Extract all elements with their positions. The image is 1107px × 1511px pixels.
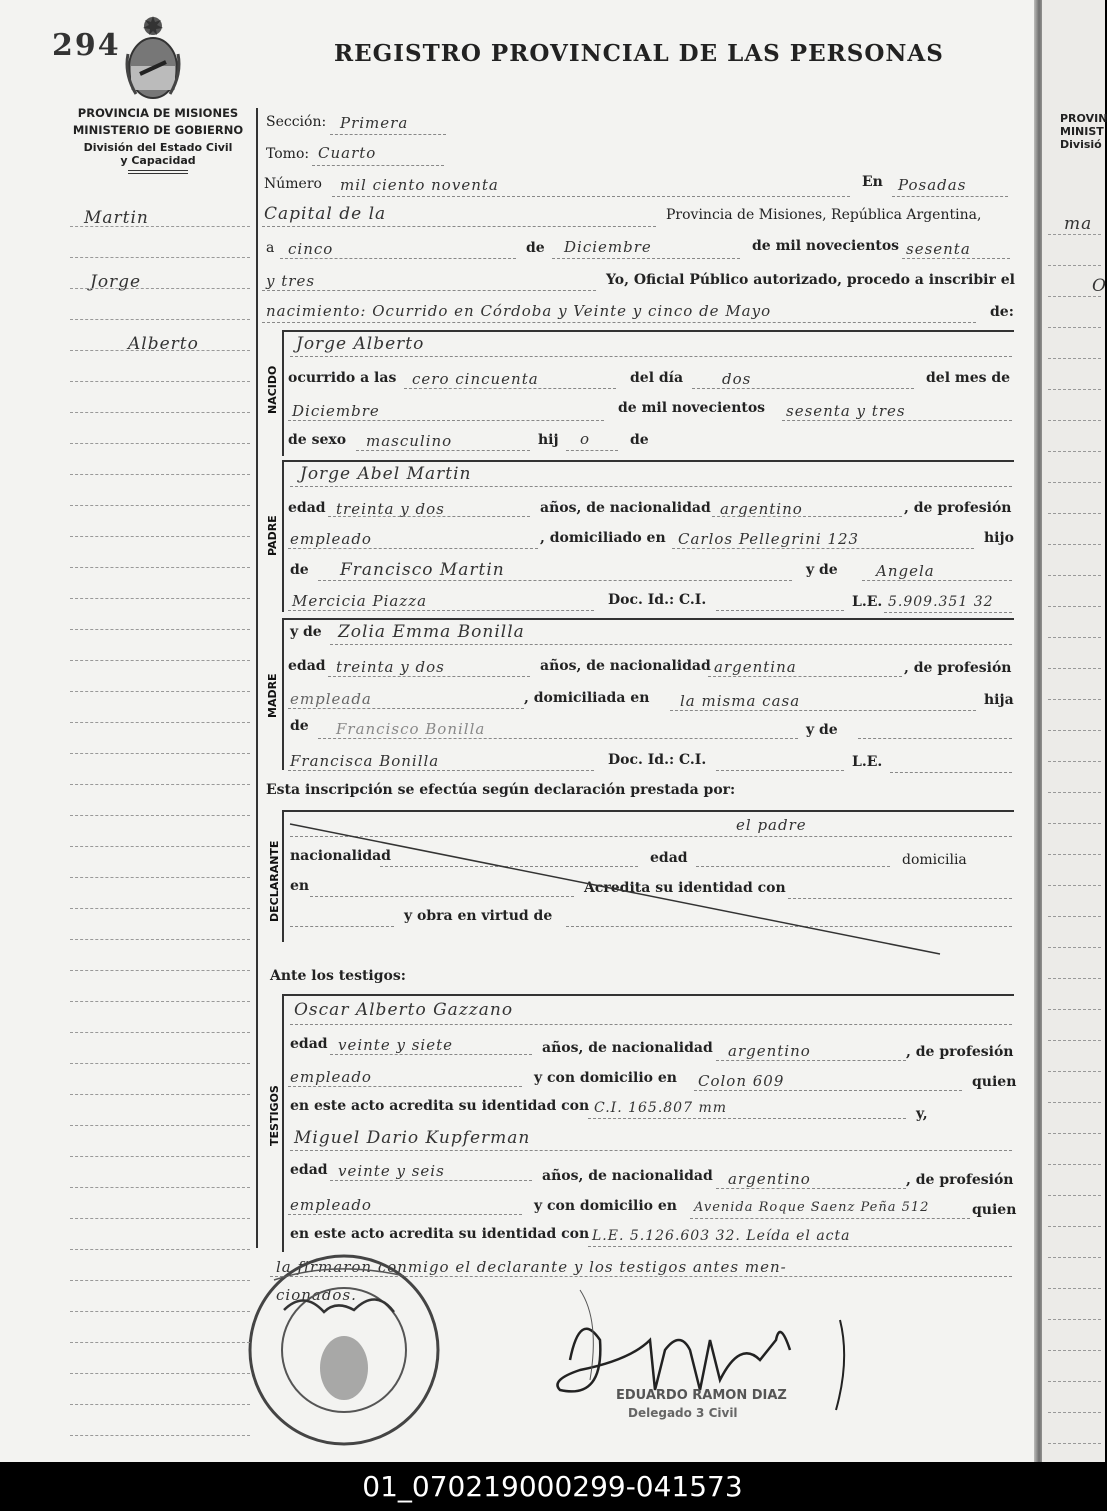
next-page-ruled-line bbox=[1048, 885, 1101, 886]
next-page-ruled-line bbox=[1048, 1133, 1101, 1134]
next-page-ruled-line bbox=[1048, 1040, 1101, 1041]
t2-quien-label: quien bbox=[972, 1202, 1017, 1218]
ministry-line-3: División del Estado Civil bbox=[83, 141, 233, 154]
hij-value: o bbox=[580, 430, 591, 448]
nacido-mes-value: Diciembre bbox=[292, 402, 380, 420]
margin-ruled-line bbox=[70, 1001, 250, 1002]
nacido-label: NACIDO bbox=[266, 365, 279, 414]
next-page-ruled-line bbox=[1048, 1102, 1101, 1103]
next-page-ruled-line bbox=[1048, 420, 1101, 421]
next-page-ruled-line bbox=[1048, 761, 1101, 762]
testigo-2-name: Miguel Dario Kupferman bbox=[294, 1128, 531, 1148]
en-label: En bbox=[862, 174, 883, 190]
next-page-ruled-line bbox=[1048, 699, 1101, 700]
next-page-ruled-line bbox=[1048, 451, 1101, 452]
padre-de-label: de bbox=[290, 562, 309, 578]
t1-domicilio-label: y con domicilio en bbox=[534, 1070, 677, 1086]
margin-ruled-line bbox=[70, 443, 250, 444]
sexo-label: de sexo bbox=[288, 432, 347, 448]
margin-ruled-line bbox=[70, 257, 250, 258]
t1-nacionalidad-value: argentino bbox=[728, 1042, 811, 1060]
margin-ruled-line bbox=[70, 722, 250, 723]
margin-ruled-line bbox=[70, 567, 250, 568]
next-page-ruled-line bbox=[1048, 792, 1101, 793]
madre-label: MADRE bbox=[266, 673, 279, 718]
del-dia-label: del día bbox=[630, 370, 684, 386]
margin-ruled-line bbox=[70, 753, 250, 754]
oficial-text: Yo, Oficial Público autorizado, procedo a inscribir el bbox=[606, 272, 1015, 288]
next-page-ruled-line bbox=[1048, 1443, 1101, 1444]
madre-de-label: de bbox=[290, 718, 309, 734]
ministry-block bbox=[66, 106, 250, 174]
next-page-ruled-line bbox=[1048, 234, 1101, 235]
declarante-intro: Esta inscripción se efectúa según declaración prestada por: bbox=[266, 782, 736, 798]
next-page-ruled-line bbox=[1048, 1164, 1101, 1165]
next-page-ruled-line bbox=[1048, 1288, 1101, 1289]
madre-domicilio-value: la misma casa bbox=[680, 692, 801, 710]
t1-edad-label: edad bbox=[290, 1036, 328, 1052]
margin-ruled-line bbox=[70, 536, 250, 537]
margin-ruled-line bbox=[70, 784, 250, 785]
padre-domiciliado-label: , domiciliado en bbox=[540, 530, 666, 546]
t1-quien-label: quien bbox=[972, 1074, 1017, 1090]
next-page-ruled-line bbox=[1048, 389, 1101, 390]
t2-edad-value: veinte y seis bbox=[338, 1162, 445, 1180]
madre-anios-label: años, de nacionalidad bbox=[540, 658, 711, 674]
margin-ruled-line bbox=[70, 815, 250, 816]
t1-y-label: y, bbox=[916, 1106, 928, 1122]
t1-edad-value: veinte y siete bbox=[338, 1036, 454, 1054]
next-page-ruled-line bbox=[1048, 730, 1101, 731]
margin-divider bbox=[256, 108, 258, 1248]
next-page-ruled-line bbox=[1048, 296, 1101, 297]
next-page-ruled-line bbox=[1048, 1226, 1101, 1227]
next-page-ruled-line bbox=[1048, 482, 1101, 483]
provincia-text: Provincia de Misiones, República Argentina, bbox=[666, 207, 982, 223]
closing-text: la firmaron conmigo el declarante y los testigos antes men- bbox=[276, 1258, 787, 1276]
next-page-first: O bbox=[1092, 276, 1107, 296]
padre-profesion-label: , de profesión bbox=[904, 500, 1012, 516]
madre-nacionalidad-value: argentina bbox=[714, 658, 797, 676]
next-page-ruled-line bbox=[1048, 575, 1101, 576]
next-page-ministry: PROVIN MINIST Divisió bbox=[1060, 112, 1107, 151]
testigos-intro: Ante los testigos: bbox=[270, 968, 406, 984]
hora-value: cero cincuenta bbox=[412, 370, 539, 388]
next-page-ruled-line bbox=[1048, 1009, 1101, 1010]
ministry-line-4: y Capacidad bbox=[120, 154, 196, 167]
declarante-domicilia-label: domicilia bbox=[902, 852, 967, 868]
declarante-label: DECLARANTE bbox=[268, 840, 281, 922]
coat-of-arms-icon bbox=[122, 14, 184, 100]
madre-domiciliada-label: , domiciliada en bbox=[524, 690, 650, 706]
t2-anios-label: años, de nacionalidad bbox=[542, 1168, 713, 1184]
sexo-value: masculino bbox=[366, 432, 453, 450]
a-label: a bbox=[266, 240, 275, 256]
margin-second-name: Alberto bbox=[128, 334, 199, 354]
next-page-ruled-line bbox=[1048, 544, 1101, 545]
margin-ruled-line bbox=[70, 1218, 250, 1219]
margin-ruled-line bbox=[70, 1342, 250, 1343]
madre-le-label: L.E. bbox=[852, 754, 883, 770]
closing-text-2: cionados. bbox=[276, 1286, 357, 1304]
declarante-nacionalidad-label: nacionalidad bbox=[290, 848, 391, 864]
padre-doc-label: Doc. Id.: C.I. bbox=[608, 592, 707, 608]
margin-ruled-line bbox=[70, 1435, 250, 1436]
anio-value: sesenta bbox=[906, 240, 971, 258]
margin-ruled-line bbox=[70, 350, 250, 351]
anio-value-2: y tres bbox=[266, 272, 316, 290]
next-page-ruled-line bbox=[1048, 327, 1101, 328]
numero-value: mil ciento noventa bbox=[340, 176, 499, 194]
next-page-ruled-line bbox=[1048, 854, 1101, 855]
margin-ruled-line bbox=[70, 1032, 250, 1033]
padre-edad-label: edad bbox=[288, 500, 326, 516]
declarante-en-label: en bbox=[290, 878, 310, 894]
ocurrido-label: ocurrido a las bbox=[288, 370, 397, 386]
t2-profesion-label: , de profesión bbox=[906, 1172, 1014, 1188]
padre-le-value: 5.909.351 32 bbox=[888, 594, 994, 610]
t2-nacionalidad-value: argentino bbox=[728, 1170, 811, 1188]
margin-ruled-line bbox=[70, 474, 250, 475]
margin-first-name: Jorge bbox=[90, 272, 142, 292]
t1-domicilio-value: Colon 609 bbox=[698, 1072, 785, 1090]
t1-acredita-label: en este acto acredita su identidad con bbox=[290, 1098, 590, 1114]
t1-doc-value: C.I. 165.807 mm bbox=[594, 1100, 727, 1116]
margin-ruled-line bbox=[70, 226, 250, 227]
next-page-surname: ma bbox=[1064, 214, 1093, 234]
margin-ruled-line bbox=[70, 1094, 250, 1095]
margin-ruled-line bbox=[70, 691, 250, 692]
margin-ruled-line bbox=[70, 1280, 250, 1281]
madre-de-madre: Francisca Bonilla bbox=[290, 752, 440, 770]
declarante-edad-label: edad bbox=[650, 850, 688, 866]
margin-ruled-line bbox=[70, 1249, 250, 1250]
dia-value: cinco bbox=[288, 240, 334, 258]
madre-hija-label: hija bbox=[984, 692, 1014, 708]
padre-le-label: L.E. bbox=[852, 594, 883, 610]
ministry-line-1: PROVINCIA DE MISIONES bbox=[77, 106, 239, 120]
t1-profesion-value: empleado bbox=[290, 1068, 372, 1086]
padre-domicilio-value: Carlos Pellegrini 123 bbox=[678, 530, 860, 548]
t2-profesion-value: empleado bbox=[290, 1196, 372, 1214]
t2-edad-label: edad bbox=[290, 1162, 328, 1178]
page-number: 294 bbox=[52, 28, 121, 63]
next-page-ruled-line bbox=[1048, 668, 1101, 669]
official-name: EDUARDO RAMON DIAZ bbox=[616, 1388, 787, 1403]
margin-ruled-line bbox=[70, 877, 250, 878]
margin-ruled-line bbox=[70, 505, 250, 506]
nacido-de-label: de bbox=[630, 432, 649, 448]
next-page-ruled-line bbox=[1048, 1412, 1101, 1413]
next-page-ruled-line bbox=[1048, 637, 1101, 638]
margin-ruled-line bbox=[70, 1311, 250, 1312]
margin-ruled-line bbox=[70, 381, 250, 382]
margin-ruled-line bbox=[70, 1373, 250, 1374]
madre-edad-value: treinta y dos bbox=[336, 658, 445, 676]
margin-ruled-line bbox=[70, 908, 250, 909]
margin-ruled-line bbox=[70, 846, 250, 847]
madre-profesion-label: , de profesión bbox=[904, 660, 1012, 676]
seccion-label: Sección: bbox=[266, 114, 327, 130]
margin-ruled-line bbox=[70, 1187, 250, 1188]
nacido-dia-value: dos bbox=[722, 370, 752, 388]
next-page-ruled-line bbox=[1048, 1350, 1101, 1351]
testigo-1-name: Oscar Alberto Gazzano bbox=[294, 1000, 514, 1020]
margin-ruled-line bbox=[70, 970, 250, 971]
declarante-obra-label: y obra en virtud de bbox=[404, 908, 553, 924]
declarante-acredita-label: Acredita su identidad con bbox=[584, 880, 786, 896]
next-page-ruled-line bbox=[1048, 513, 1101, 514]
margin-ruled-line bbox=[70, 1156, 250, 1157]
seccion-value: Primera bbox=[340, 114, 409, 132]
margin-ruled-line bbox=[70, 1125, 250, 1126]
next-page-ruled-line bbox=[1048, 1071, 1101, 1072]
official-title: Delegado 3 Civil bbox=[628, 1406, 738, 1420]
nacido-name: Jorge Alberto bbox=[296, 334, 425, 354]
en-value: Posadas bbox=[898, 176, 967, 194]
madre-de-padre-1: Angela bbox=[876, 562, 935, 580]
nacido-mil-label: de mil novecientos bbox=[618, 400, 766, 416]
margin-ruled-line bbox=[70, 660, 250, 661]
margin-ruled-line bbox=[70, 288, 250, 289]
ministry-line-2: MINISTERIO DE GOBIERNO bbox=[72, 123, 244, 137]
next-page-ruled-line bbox=[1048, 1257, 1101, 1258]
next-page-ruled-line bbox=[1048, 823, 1101, 824]
padre-hijo-label: hijo bbox=[984, 530, 1014, 546]
madre-name: Zolia Emma Bonilla bbox=[338, 622, 525, 642]
capital-value: Capital de la bbox=[264, 204, 387, 224]
next-page-ruled-line bbox=[1048, 358, 1101, 359]
page-title: REGISTRO PROVINCIAL DE LAS PERSONAS bbox=[334, 40, 944, 67]
next-page-ruled-line bbox=[1048, 978, 1101, 979]
t2-acredita-label: en este acto acredita su identidad con bbox=[290, 1226, 590, 1242]
padre-label: PADRE bbox=[266, 515, 279, 556]
margin-ruled-line bbox=[70, 1063, 250, 1064]
tomo-label: Tomo: bbox=[266, 146, 310, 162]
margin-ruled-line bbox=[70, 939, 250, 940]
madre-y-de-label-2: y de bbox=[806, 722, 838, 738]
de-colon: de: bbox=[990, 304, 1014, 320]
madre-profesion-value: empleada bbox=[290, 690, 372, 708]
margin-ruled-line bbox=[70, 629, 250, 630]
next-page-ruled-line bbox=[1048, 1319, 1101, 1320]
madre-y-de-label: y de bbox=[290, 624, 322, 640]
next-page-ruled-line bbox=[1048, 265, 1101, 266]
padre-profesion-value: empleado bbox=[290, 530, 372, 548]
padre-name: Jorge Abel Martin bbox=[300, 464, 472, 484]
next-page-ruled-line bbox=[1048, 947, 1101, 948]
t2-doc-value: L.E. 5.126.603 32. Leída el acta bbox=[592, 1228, 851, 1244]
madre-doc-label: Doc. Id.: C.I. bbox=[608, 752, 707, 768]
padre-anios-label: años, de nacionalidad bbox=[540, 500, 711, 516]
padre-nacionalidad-value: argentino bbox=[720, 500, 803, 518]
nacimiento-value: nacimiento: Ocurrido en Córdoba y Veinte y cinco de Mayo bbox=[266, 302, 772, 320]
margin-ruled-line bbox=[70, 1404, 250, 1405]
next-page-ruled-line bbox=[1048, 1195, 1101, 1196]
next-page-edge bbox=[1042, 0, 1105, 1462]
del-mes-label: del mes de bbox=[926, 370, 1011, 386]
mil-label: de mil novecientos bbox=[752, 238, 900, 254]
cancel-line bbox=[290, 820, 950, 960]
nacido-anio-value: sesenta y tres bbox=[786, 402, 906, 420]
t2-domicilio-value: Avenida Roque Saenz Peña 512 bbox=[694, 1200, 930, 1215]
padre-de-padre: Francisco Martin bbox=[340, 560, 505, 580]
testigos-label: TESTIGOS bbox=[268, 1085, 281, 1146]
hij-label: hij bbox=[538, 432, 559, 448]
declarante-value: el padre bbox=[736, 816, 807, 834]
margin-ruled-line bbox=[70, 412, 250, 413]
mes-value: Diciembre bbox=[564, 238, 652, 256]
next-page-ruled-line bbox=[1048, 1381, 1101, 1382]
next-page-ruled-line bbox=[1048, 916, 1101, 917]
madre-edad-label: edad bbox=[288, 658, 326, 674]
t1-anios-label: años, de nacionalidad bbox=[542, 1040, 713, 1056]
t1-profesion-label: , de profesión bbox=[906, 1044, 1014, 1060]
margin-surname: Martin bbox=[84, 208, 149, 228]
next-page-ruled-line bbox=[1048, 606, 1101, 607]
padre-de-madre: Francisco Bonilla bbox=[336, 720, 486, 738]
margin-ruled-line bbox=[70, 319, 250, 320]
numero-label: Número bbox=[264, 176, 322, 192]
madre-de-padre-2: Mercicia Piazza bbox=[292, 592, 428, 610]
de-label: de bbox=[526, 240, 545, 256]
padre-y-de-label: y de bbox=[806, 562, 838, 578]
t2-domicilio-label: y con domicilio en bbox=[534, 1198, 677, 1214]
document-code: 01_070219000299-041573 bbox=[0, 1462, 1105, 1511]
margin-ruled-line bbox=[70, 598, 250, 599]
tomo-value: Cuarto bbox=[318, 144, 377, 162]
padre-edad-value: treinta y dos bbox=[336, 500, 445, 518]
official-seal bbox=[244, 1250, 444, 1450]
